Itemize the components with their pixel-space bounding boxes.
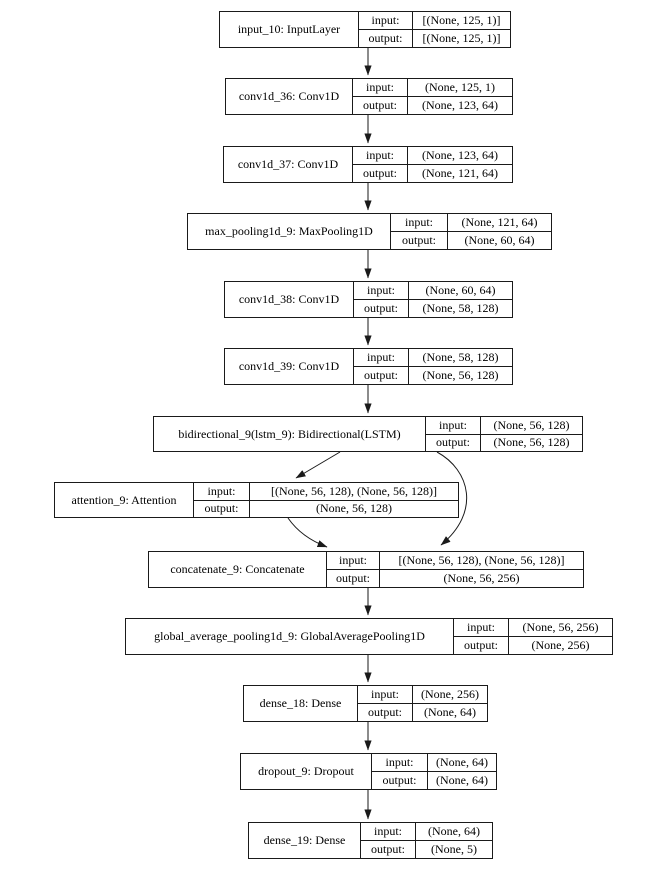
output-label: output: (359, 30, 413, 47)
input-label: input: (361, 823, 416, 840)
output-shape: (None, 256) (531, 638, 590, 652)
output-shape: (None, 5) (431, 842, 477, 856)
layer-name: conv1d_38: Conv1D (225, 282, 354, 317)
input-shape: (None, 60, 64) (425, 283, 496, 297)
layer-name: dropout_9: Dropout (241, 754, 372, 789)
input-shape: (None, 64) (436, 755, 488, 769)
output-shape: (None, 56, 128) (316, 501, 392, 516)
output-label: output: (358, 704, 413, 721)
input-shape: (None, 56, 256) (522, 620, 599, 634)
layer-name: conv1d_37: Conv1D (224, 147, 353, 182)
output-label: output: (454, 637, 509, 654)
output-shape: (None, 121, 64) (422, 166, 498, 180)
output-label: output: (353, 165, 408, 182)
input-shape: (None, 58, 128) (422, 350, 499, 364)
output-shape: (None, 60, 64) (464, 233, 535, 247)
output-label: output: (327, 570, 380, 587)
output-shape: (None, 56, 128) (493, 435, 570, 450)
layer-name: dense_18: Dense (244, 686, 358, 721)
input-label: input: (426, 417, 481, 434)
input-label: input: (354, 349, 409, 366)
input-label: input: (454, 619, 509, 636)
output-shape: (None, 123, 64) (422, 98, 498, 112)
output-label: output: (354, 300, 409, 317)
layer-name: global_average_pooling1d_9: GlobalAveragePooling1D (126, 619, 454, 654)
input-shape: (None, 121, 64) (461, 215, 538, 229)
input-shape: (None, 123, 64) (422, 148, 498, 162)
edge-bidir-attention (296, 452, 340, 478)
output-shape: (None, 64) (436, 773, 488, 787)
input-shape: [(None, 56, 128), (None, 56, 128)] (271, 483, 437, 498)
node-concatenate-9 (148, 551, 584, 588)
output-shape: (None, 58, 128) (422, 301, 499, 315)
node-dense-19 (248, 822, 493, 859)
input-shape: [(None, 56, 128), (None, 56, 128)] (398, 553, 565, 567)
node-global-average-pooling1d-9 (125, 618, 613, 655)
layer-name: concatenate_9: Concatenate (149, 552, 327, 587)
input-label: input: (354, 282, 409, 299)
node-conv1d-36 (225, 78, 513, 115)
input-label: input: (359, 12, 413, 29)
input-label: input: (327, 552, 380, 569)
node-dense-18 (243, 685, 488, 722)
input-shape: (None, 125, 1) (425, 80, 495, 94)
output-shape: [(None, 125, 1)] (422, 31, 501, 45)
node-attention-9 (54, 482, 459, 518)
node-conv1d-37 (223, 146, 513, 183)
output-label: output: (194, 501, 250, 518)
input-label: input: (358, 686, 413, 703)
output-shape: (None, 56, 256) (443, 571, 520, 585)
input-label: input: (353, 147, 408, 164)
edge-attention-concat (288, 518, 327, 547)
input-label: input: (353, 79, 408, 96)
output-shape: (None, 64) (424, 705, 476, 719)
node-conv1d-39 (224, 348, 513, 385)
node-max-pooling1d-9 (187, 213, 552, 250)
input-shape: (None, 256) (421, 687, 479, 701)
node-input-10 (219, 11, 511, 48)
node-dropout-9 (240, 753, 497, 790)
layer-name: dense_19: Dense (249, 823, 361, 858)
output-label: output: (353, 97, 408, 114)
output-label: output: (354, 367, 409, 384)
layer-name: max_pooling1d_9: MaxPooling1D (188, 214, 391, 249)
layer-name: input_10: InputLayer (220, 12, 359, 47)
output-label: output: (426, 435, 481, 452)
output-label: output: (361, 841, 416, 858)
input-label: input: (372, 754, 428, 771)
output-shape: (None, 56, 128) (422, 368, 499, 382)
node-bidirectional-9 (153, 416, 583, 452)
input-shape: (None, 56, 128) (493, 417, 570, 432)
layer-name: attention_9: Attention (55, 483, 194, 517)
input-label: input: (194, 483, 250, 500)
node-conv1d-38 (224, 281, 513, 318)
layer-name: conv1d_39: Conv1D (225, 349, 354, 384)
layer-name: conv1d_36: Conv1D (226, 79, 353, 114)
input-shape: [(None, 125, 1)] (422, 13, 501, 27)
layer-name: bidirectional_9(lstm_9): Bidirectional(LSTM) (154, 417, 426, 451)
output-label: output: (372, 772, 428, 789)
output-label: output: (391, 232, 448, 249)
input-shape: (None, 64) (428, 824, 480, 838)
input-label: input: (391, 214, 448, 231)
